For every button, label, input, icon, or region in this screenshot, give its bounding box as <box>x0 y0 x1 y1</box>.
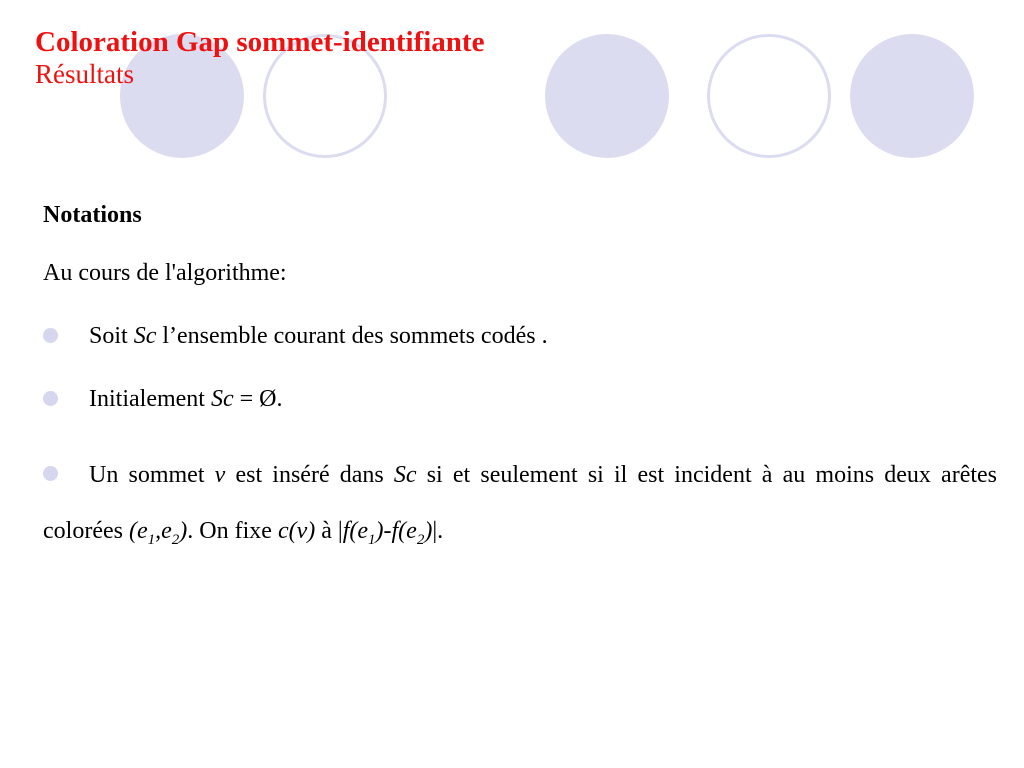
decor-ring-2 <box>707 34 831 158</box>
bullet2-text-b: = Ø. <box>239 386 283 412</box>
bullet3-text-b: est inséré dans <box>225 462 394 488</box>
bullet3-text-a: Un sommet <box>89 462 215 488</box>
bullet-dot-icon <box>43 391 58 406</box>
decor-circle-2 <box>545 34 669 158</box>
bullet3-pair <box>128 518 188 548</box>
bullet1-sc: Sc <box>133 323 157 349</box>
bullet1-text-b: l’ensemble courant des sommets codés . <box>162 323 548 349</box>
bullet2-text-a: Initialement <box>89 386 211 412</box>
bullet-item-2 <box>43 384 997 414</box>
bullet-item-3 <box>43 447 997 568</box>
bullet3-text-c: si et seulement si il est incident à au <box>416 462 806 488</box>
pair-sub-2: 2 <box>171 531 180 548</box>
formula-mid: )-f(e <box>375 518 417 544</box>
bullet3-formula <box>342 518 433 548</box>
bullet3-text-e: . On fixe <box>187 518 278 544</box>
decor-circle-3 <box>850 34 974 158</box>
bullet2-sc: Sc <box>210 386 234 412</box>
formula-sub-1: 1 <box>368 531 376 548</box>
formula-fe1: f(e <box>342 518 369 544</box>
bullet3-text-g: |. <box>432 518 444 544</box>
slide-title: Coloration Gap sommet-identifiante <box>35 26 485 58</box>
bullet3-text-d: moins deux arêtes colorées <box>43 462 998 544</box>
bullet3-text-f: à | <box>315 518 343 544</box>
pair-open: (e <box>128 518 148 544</box>
bullet-dot-icon <box>43 466 58 481</box>
bullet1-text-a: Soit <box>89 323 134 349</box>
slide-subtitle: Résultats <box>35 59 134 90</box>
pair-close: ) <box>179 518 188 544</box>
bullet-item-1 <box>43 321 997 351</box>
bullet-dot-icon <box>43 328 58 343</box>
pair-mid: ,e <box>155 518 172 544</box>
slide-title-block <box>35 26 484 90</box>
bullet3-v: v <box>214 462 226 488</box>
formula-close: ) <box>424 518 433 544</box>
pair-sub-1: 1 <box>147 531 156 548</box>
bullet3-cv: c(v) <box>277 518 316 544</box>
section-heading: Notations <box>43 202 142 228</box>
bullet3-sc: Sc <box>393 462 417 488</box>
intro-text: Au cours de l'algorithme: <box>43 260 287 286</box>
slide-body <box>43 200 997 568</box>
formula-sub-2: 2 <box>416 531 425 548</box>
